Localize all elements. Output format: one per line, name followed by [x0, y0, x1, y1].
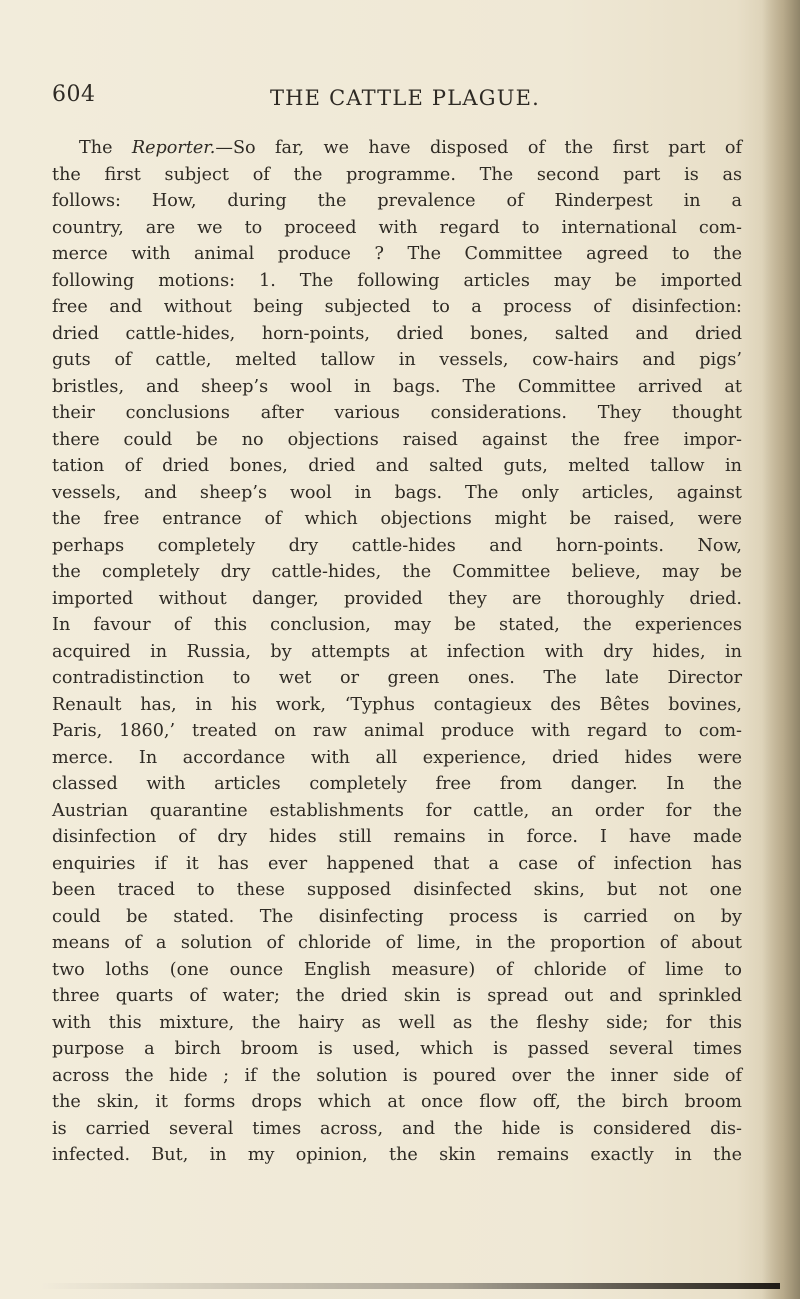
- text-line: classed with articles completely free from danger. In the: [52, 774, 742, 794]
- body-paragraph: [52, 135, 742, 1169]
- text-line: the free entrance of which objections might be raised, were: [52, 509, 742, 529]
- running-head: THE CATTLE PLAGUE.: [269, 86, 541, 110]
- page-number: 604: [52, 82, 96, 107]
- page-edge-shadow: [762, 0, 800, 1299]
- text-line: with this mixture, the hairy as well as the fleshy side; for this: [52, 1012, 742, 1033]
- text-line: purpose a birch broom is used, which is passed several times: [52, 1039, 742, 1059]
- text-line: merce with animal produce ? The Committee agreed to the: [52, 244, 742, 264]
- text-line: the first subject of the programme. The second part is as: [52, 164, 742, 185]
- text-line: tation of dried bones, dried and salted guts, melted tallow in: [52, 456, 742, 476]
- text-line: country, are we to proceed with regard to international com-: [52, 217, 742, 238]
- text-line: perhaps completely dry cattle-hides and horn-points. Now,: [52, 535, 742, 556]
- text-line: free and without being subjected to a process of disinfection:: [52, 297, 742, 317]
- text-line: enquiries if it has ever happened that a case of infection has: [52, 853, 742, 874]
- text-line: been traced to these supposed disinfected skins, but not one: [52, 880, 742, 900]
- text-line: imported without danger, provided they are thoroughly dried.: [52, 588, 742, 609]
- text-line: following motions: 1. The following articles may be imported: [52, 270, 742, 291]
- text-line: the skin, it forms drops which at once flow off, the birch broom: [52, 1092, 742, 1112]
- text-line: merce. In accordance with all experience, dried hides were: [52, 747, 742, 768]
- text-line: vessels, and sheep’s wool in bags. The only articles, against: [52, 482, 742, 503]
- speaker-name: Reporter.: [131, 138, 216, 158]
- text-line: three quarts of water; the dried skin is spread out and sprinkled: [52, 986, 742, 1006]
- text-line: could be stated. The disinfecting process is carried on by: [52, 906, 742, 927]
- text-line: Austrian quarantine establishments for cattle, an order for the: [52, 800, 742, 821]
- speaker-prefix: The: [79, 138, 132, 158]
- text-line: dried cattle-hides, horn-points, dried bones, salted and dried: [52, 323, 742, 344]
- text-line: is carried several times across, and the hide is considered dis-: [52, 1118, 742, 1139]
- text-line: contradistinction to wet or green ones. The late Director: [52, 668, 742, 688]
- text-line: acquired in Russia, by attempts at infection with dry hides, in: [52, 641, 742, 662]
- text-line: means of a solution of chloride of lime, in the proportion of about: [52, 933, 742, 953]
- text-line: Paris, 1860,’ treated on raw animal produce with regard to com-: [52, 721, 742, 741]
- text-line: follows: How, during the prevalence of Rinderpest in a: [52, 191, 742, 211]
- text-line: across the hide ; if the solution is poured over the inner side of: [52, 1065, 742, 1086]
- text-line-first: [52, 135, 742, 162]
- text-line: guts of cattle, melted tallow in vessels, cow-hairs and pigs’: [52, 350, 742, 370]
- text-line: bristles, and sheep’s wool in bags. The Committee arrived at: [52, 376, 742, 397]
- text-line: two loths (one ounce English measure) of chloride of lime to: [52, 959, 742, 980]
- text-line: In favour of this conclusion, may be stated, the experiences: [52, 615, 742, 635]
- text-line: their conclusions after various considerations. They thought: [52, 403, 742, 423]
- first-line-text: —So far, we have disposed of the first part of: [215, 138, 742, 158]
- text-line: the completely dry cattle-hides, the Committee believe, may be: [52, 562, 742, 582]
- text-line: infected. But, in my opinion, the skin remains exactly in the: [52, 1145, 742, 1165]
- text-line: Renault has, in his work, ‘Typhus contagieux des Bêtes bovines,: [52, 694, 742, 715]
- page-bottom-rule: [40, 1283, 780, 1289]
- text-line: disinfection of dry hides still remains in force. I have made: [52, 827, 742, 847]
- text-line: there could be no objections raised against the free impor-: [52, 429, 742, 450]
